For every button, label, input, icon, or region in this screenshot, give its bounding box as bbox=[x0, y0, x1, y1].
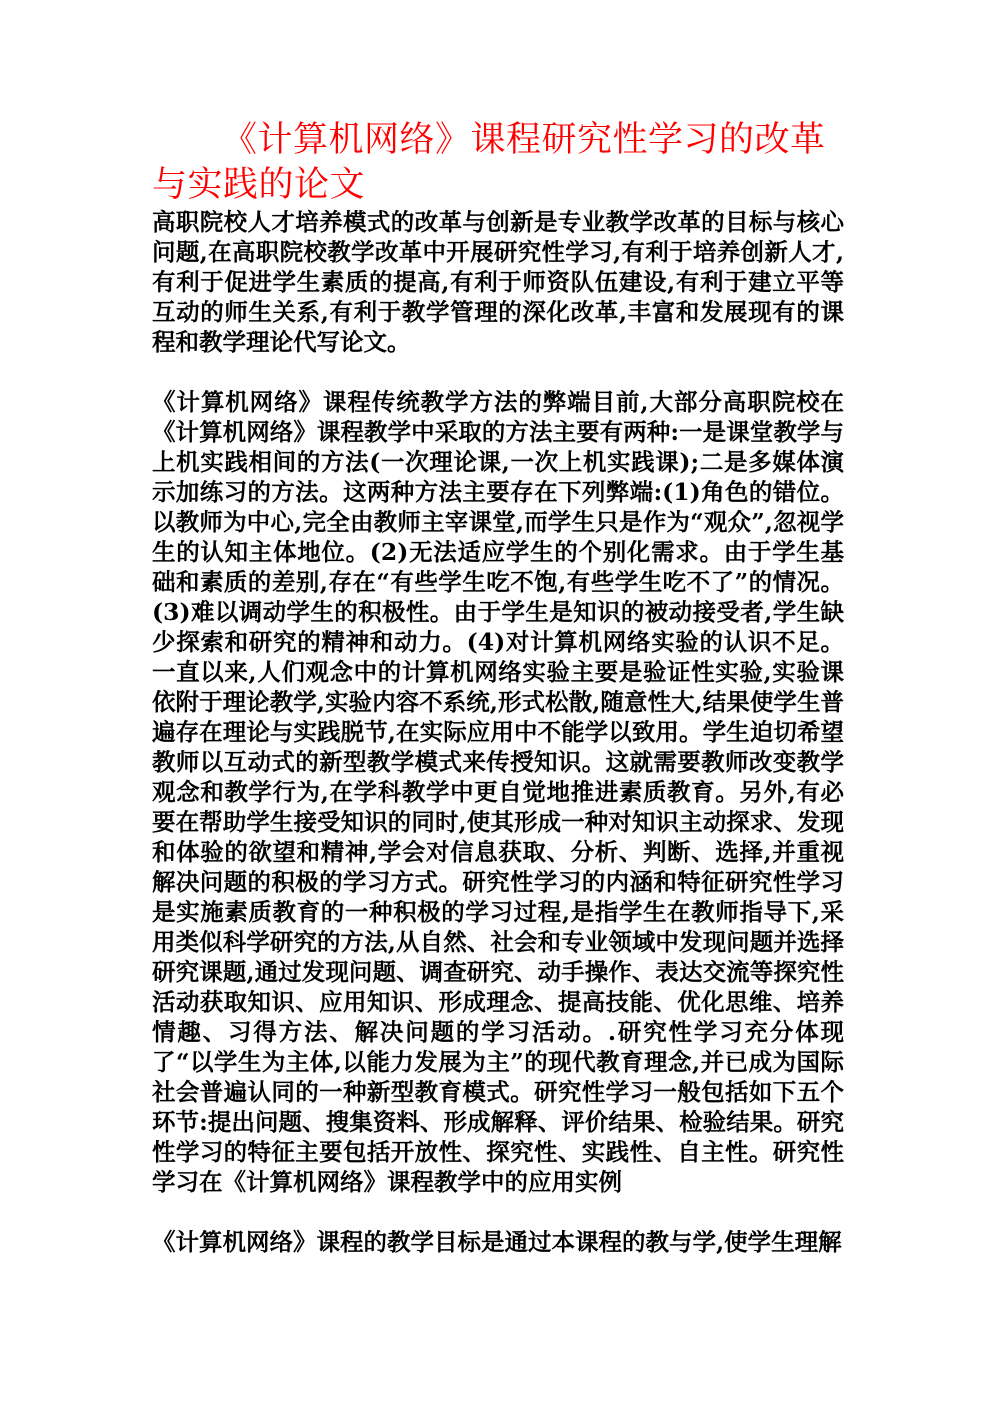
document-title: 《计算机网络》课程研究性学习的改革与实践的论文 bbox=[152, 120, 826, 205]
document-body bbox=[152, 207, 844, 1257]
paragraph-intro: 高职院校人才培养模式的改革与创新是专业教学改革的目标与核心问题,在高职院校教学改革中开展研究性学习,有利于培养创新人才,有利于促进学生素质的提高,有利于师资队伍建设,有利于建立平等互动的师生关系,有利于教学管理的深化改革,丰富和发展现有的课程和教学理论代写论文。 bbox=[152, 208, 844, 356]
paragraph-main: 《计算机网络》课程传统教学方法的弊端目前,大部分高职院校在《计算机网络》课程教学中采取的方法主要有两种:一是课堂教学与上机实践相间的方法(一次理论课,一次上机实践课);二是多媒体演示加练习的方法。这两种方法主要存在下列弊端:(1)角色的错位。以教师为中心,完全由教师主宰课堂,而学生只是作为“观众”,忽视学生的认知主体地位。(2)无法适应学生的个别化需求。由于学生基础和素质的差别,存在“有些学生吃不饱,有些学生吃不了”的情况。(3)难以调动学生的积极性。由于学生是知识的被动接受者,学生缺少探索和研究的精神和动力。(4)对计算机网络实验的认识不足。一直以来,人们观念中的计算机网络实验主要是验证性实验,实验课依附于理论教学,实验内容不系统,形式松散,随意性大,结果使学生普遍存在理论与实践脱节,在实际应用中不能学以致用。学生迫切希望教师以互动式的新型教学模式来传授知识。这就需要教师改变教学观念和教学行为,在学科教学中更自觉地推进素质教育。另外,有必要在帮助学生接受知识的同时,使其形成一种对知识主动探求、发现和体验的欲望和精神,学会对信息获取、分析、判断、选择,并重视解决问题的积极的学习方式。研究性学习的内涵和特征研究性学习是实施素质教育的一种积极的学习过程,是指学生在教师指导下,采用类似科学研究的方法,从自然、社会和专业领域中发现问题并选择研究课题,通过发现问题、调查研究、动手操作、表达交流等探究性活动获取知识、应用知识、形成理念、提高技能、优化思维、培养情趣、习得方法、解决问题的学习活动。.研究性学习充分体现了“以学生为主体,以能力发展为主”的现代教育理念,并已成为国际社会普遍认同的一种新型教育模式。研究性学习一般包括如下五个环节:提出问题、搜集资料、形成解释、评价结果、检验结果。研究性学习的特征主要包括开放性、探究性、实践性、自主性。研究性学习在《计算机网络》课程教学中的应用实例 bbox=[152, 388, 844, 1196]
paragraph-goals: 《计算机网络》课程的教学目标是通过本课程的教与学,使学生理解 bbox=[152, 1228, 842, 1256]
